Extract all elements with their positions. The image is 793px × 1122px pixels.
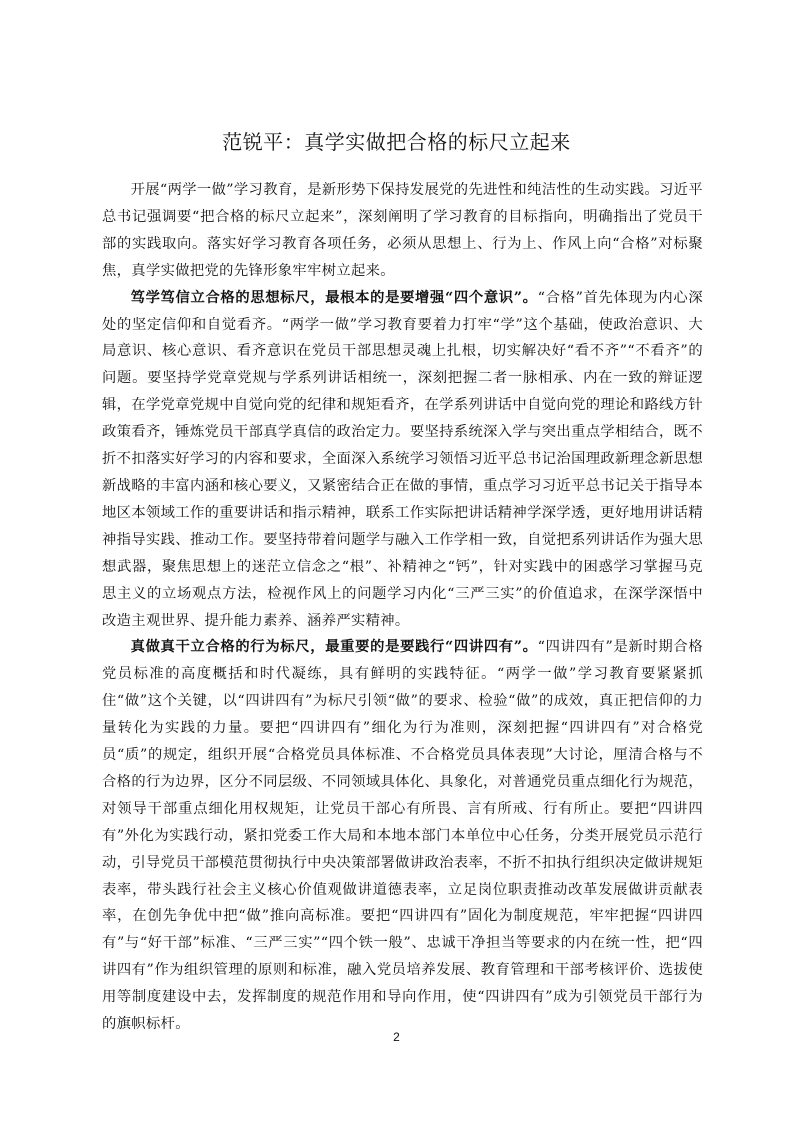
paragraph-text: 开展“两学一做”学习教育，是新形势下保持发展党的先进性和纯洁性的生动实践。习近平总书记强调要“把合格的标尺立起来”，深刻阐明了学习教育的目标指向，明确指出了党员干部的实践取向。落实好学习教育各项任务，必须从思想上、行为上、作风上向“合格”对标聚焦，真学实做把党的先锋形象牢牢树立起来。 <box>102 182 703 279</box>
paragraph-lead: 真做真干立合格的行为标尺，最重要的是要践行“四讲四有”。 <box>130 639 538 656</box>
paragraph-text: “四讲四有”是新时期合格党员标准的高度概括和时代凝练，具有鲜明的实践特征。“两学一做”学习教育要紧紧抓住“做”这个关键，以“四讲四有”为标尺引领“做”的要求、检验“做”的成效，真正把信仰的力量转化为实践的力量。要把“四讲四有”细化为行为准则，深刻把握“四讲四有”对合格党员“质”的规定，组织开展“合格党员具体标准、不合格党员具体表现”大讨论，厘清合格与不合格的行为边界，区分不同层级、不同领域具体化、具象化，对普通党员重点细化行为规范，对领导干部重点细化用权规矩，让党员干部心有所畏、言有所戒、行有所止。要把“四讲四有”外化为实践行动，紧扣党委工作大局和本地本部门本单位中心任务，分类开展党员示范行动，引导党员干部模范贯彻执行中央决策部署做讲政治表率，不折不扣执行组织决定做讲规矩表率，带头践行社会主义核心价值观做讲道德表率，立足岗位职责推动改革发展做讲贡献表率，在创先争优中把“做”推向高标准。要把“四讲四有”固化为制度规范，牢牢把握“四讲四有”与“好干部”标准、“三严三实”“四个铁一般”、忠诚干净担当等要求的内在统一性，把“四讲四有”作为组织管理的原则和标准，融入党员培养发展、教育管理和干部考核评价、选拔使用等制度建设中去，发挥制度的规范作用和导向作用，使“四讲四有”成为引领党员干部行为的旗帜标杆。 <box>102 639 703 1033</box>
document-title: 范锐平：真学实做把合格的标尺立起来 <box>222 130 571 154</box>
page-number: 2 <box>393 1030 400 1044</box>
paragraph-behavior-standard <box>102 634 703 1038</box>
document-body <box>102 177 703 1038</box>
paragraph-lead: 笃学笃信立合格的思想标尺，最根本的是要增强“四个意识”。 <box>130 289 538 306</box>
paragraph-text: “合格”首先体现为内心深处的坚定信仰和自觉看齐。“两学一做”学习教育要着力打牢“学”这个基础，使政治意识、大局意识、核心意识、看齐意识在党员干部思想灵魂上扎根，切实解决好“看不齐”“不看齐”的问题。要坚持学党章党规与学系列讲话相统一，深刻把握二者一脉相承、内在一致的辩证逻辑，在学党章党规中自觉向党的纪律和规矩看齐，在学系列讲话中自觉向党的理论和路线方针政策看齐，锤炼党员干部真学真信的政治定力。要坚持系统深入学与突出重点学相结合，既不折不扣落实好学习的内容和要求，全面深入系统学习领悟习近平总书记治国理政新理念新思想新战略的丰富内涵和核心要义，又紧密结合正在做的事情，重点学习习近平总书记关于指导本地区本领域工作的重要讲话和指示精神，联系工作实际把讲话精神学深学透，更好地用讲话精神指导实践、推动工作。要坚持带着问题学与融入工作学相一致，自觉把系列讲话作为强大思想武器，聚焦思想上的迷茫立信念之“根”、补精神之“钙”，针对实践中的困惑学习掌握马克思主义的立场观点方法，检视作风上的问题学习内化“三严三实”的价值追求，在深学深悟中改造主观世界、提升能力素养、涵养严实精神。 <box>102 289 703 629</box>
paragraph-thought-standard <box>102 285 703 635</box>
paragraph-intro <box>102 177 703 285</box>
